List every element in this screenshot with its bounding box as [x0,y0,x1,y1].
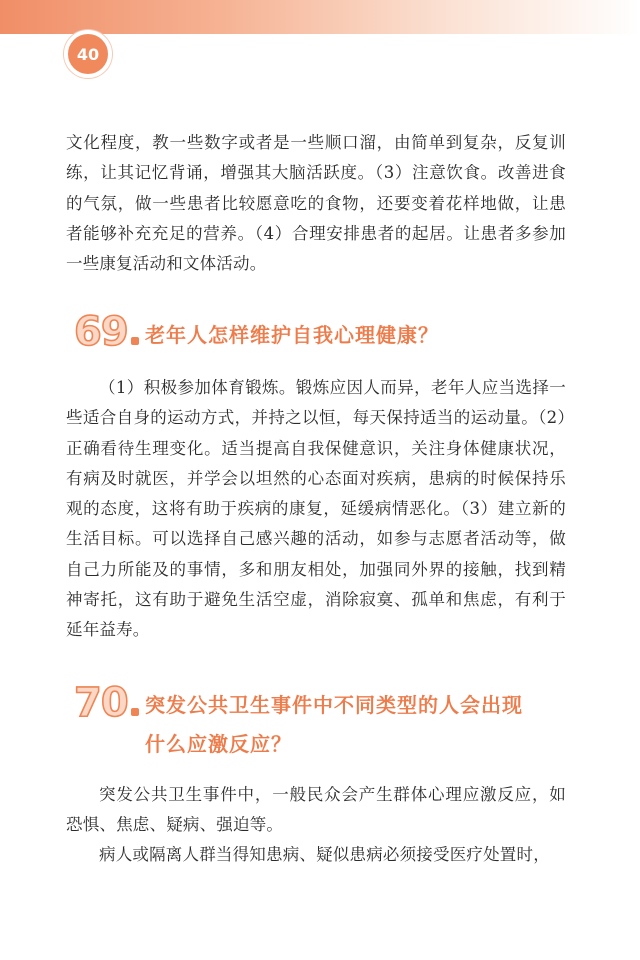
section-70-paragraph-2: 病人或隔离人群当得知患病、疑似患病必须接受医疗处置时， [99,845,550,864]
page-number: 40 [76,44,100,64]
intro-paragraph: 文化程度，教一些数字或者是一些顺口溜，由简单到复杂，反复训练，让其记忆背诵，增强其大脑活跃度。（3）注意饮食。改善进食的气氛，做一些患者比较愿意吃的食物，还要变着花样地做，让患者能够补充充足的营养。（4）合理安排患者的起居。让患者多参加一些康复活动和文体活动。 [66,133,566,274]
question-number-69: 69 [74,312,139,352]
question-number-70: 70 [74,683,139,723]
section-70-title-line-1: 突发公共卫生事件中不同类型的人会出现 [145,693,523,717]
header-decorative-band [0,0,640,34]
section-70-title-line-2: 什么应激反应？ [145,732,292,756]
section-69-title: 老年人怎样维护自我心理健康？ [145,323,439,347]
section-70-paragraph-1: 突发公共卫生事件中，一般民众会产生群体心理应激反应，如恐惧、焦虑、疑病、强迫等。 [66,785,566,835]
section-69-paragraph: （1）积极参加体育锻炼。锻炼应因人而异，老年人应当选择一些适合自身的运动方式，并持之以恒，每天保持适当的运动量。（2）正确看待生理变化。适当提高自我保健意识，关注身体健康状况，有病及时就医，并学会以坦然的心态面对疾病，患病的时候保持乐观的态度，这将有助于疾病的康复，延缓病情恶化。（3）建立新的生活目标。可以选择自己感兴趣的活动，如参与志愿者活动等，做自己力所能及的事情，多和朋友相处，加强同外界的接触，找到精神寄托，这有助于避免生活空虚，消除寂寞、孤单和焦虑，有利于延年益寿。 [66,378,566,640]
page-number-badge [64,30,112,78]
